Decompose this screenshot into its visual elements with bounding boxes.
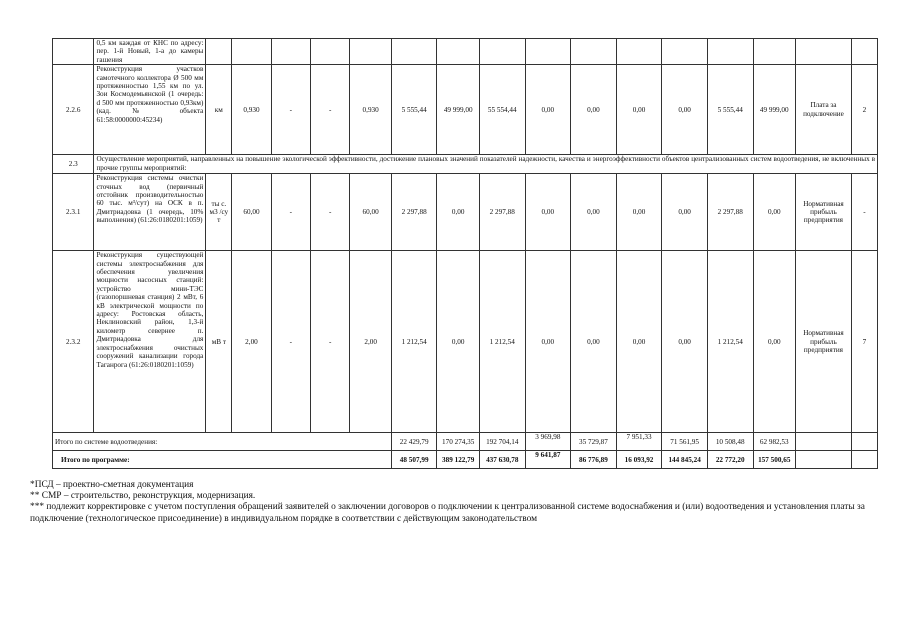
value-cell: 0,00 [571, 174, 617, 251]
total-value: 10 508,48 [707, 433, 753, 451]
total-value: 62 982,53 [753, 433, 795, 451]
total-value: 389 122,79 [437, 451, 479, 469]
value-cell: 0,00 [753, 174, 795, 251]
table-row: 2.2.6 Реконструкция участков самотечного коллектора Ø 500 мм протяженностью 1,55 км по ул. Зои Космодемьянской (1 очередь: d 500 мм протяженностью 0,93км) (кад. № объекта 61:58:0000000:45234) км 0,930 - - 0,930 5 555,44 49 999,00 55 554,44 0,00 0,00 0,00 0,00 5 555,44 49 999,00 Плата за подключение 2 [53, 65, 878, 155]
quantity-cell: 0,930 [232, 65, 271, 155]
total-value: 35 729,87 [571, 433, 617, 451]
unit-cell: ты с. м3 /су т [206, 174, 232, 251]
value-cell: 0,00 [437, 251, 479, 433]
quantity-cell: 2,00 [232, 251, 271, 433]
row-number: 2.3 [53, 155, 94, 174]
value-cell: 5 555,44 [707, 65, 753, 155]
value-cell: 1 212,54 [479, 251, 525, 433]
table-row [53, 39, 878, 65]
unit-cell: мВ т [206, 251, 232, 433]
total-value: 16 093,92 [616, 451, 662, 469]
value-cell: 0,00 [616, 174, 662, 251]
total-row-sewer [53, 433, 878, 451]
footnote-psd: *ПСД – проектно-сметная документация [30, 480, 194, 490]
total-value: 144 845,24 [662, 451, 708, 469]
value-cell: 0,00 [525, 251, 571, 433]
total-value: 22 772,20 [707, 451, 753, 469]
description-cell: Реконструкция существующей системы электроснабжения для обеспечения увеличения мощности насосных станций: устройство мини-ТЭС (газопоршневая станция) 2 мВт, 6 кВ электрической мощности по адресу: Ростовская область, Неклиновский район, 1,3-й километр севернее п. Дмитриадовка для электроснабжения очистных сооружений канализации города Таганрога (61:26:0180201:1059) [94, 251, 206, 433]
description-cell: Реконструкция участков самотечного коллектора Ø 500 мм протяженностью 1,55 км по ул. Зои Космодемьянской (1 очередь: d 500 мм протяженностью 0,93км) (кад. № объекта 61:58:0000000:45234) [94, 65, 206, 155]
value-cell: 0,00 [571, 65, 617, 155]
total-value: 170 274,35 [437, 433, 479, 451]
row-number [53, 39, 94, 65]
value-cell: 2 297,88 [707, 174, 753, 251]
value-cell: 0,00 [662, 174, 708, 251]
value-cell: 2 297,88 [479, 174, 525, 251]
value-cell: 0,00 [437, 174, 479, 251]
total-value: 3 969,98 [525, 433, 571, 451]
table-row: 2.3.2 Реконструкция существующей системы электроснабжения для обеспечения увеличения мощности насосных станций: устройство мини-ТЭС (газопоршневая станция) 2 мВт, 6 кВ электрической мощности по адресу: Ростовская область, Неклиновский район, 1,3-й километр севернее п. Дмитриадовка для электроснабжения очистных сооружений канализации города Таганрога (61:26:0180201:1059) мВ т 2,00 - - 2,00 1 212,54 0,00 1 212,54 0,00 0,00 0,00 0,00 1 212,54 0,00 Нормативная прибыль предприятия 7 [53, 251, 878, 433]
value-cell: 49 999,00 [753, 65, 795, 155]
value-cell: 1 212,54 [707, 251, 753, 433]
total-value: 437 630,78 [479, 451, 525, 469]
funding-source-cell: Нормативная прибыль предприятия [795, 174, 851, 251]
value-cell: 0,00 [571, 251, 617, 433]
value-cell: 0,00 [662, 251, 708, 433]
value-cell: 49 999,00 [437, 65, 479, 155]
row-number: 2.3.1 [53, 174, 94, 251]
table-row: 2.3.1 Реконструкция системы очистки сточных вод (первичный отстойник производительностью 60 тыс. м³/сут) на ОСК в п. Дмитриадовка (1 очередь, 10% выполнения) (61:26:0180201:1059) ты с. м3 /су т 60,00 - - 60,00 2 297,88 0,00 2 297,88 0,00 0,00 0,00 0,00 2 297,88 0,00 Нормативная прибыль предприятия - [53, 174, 878, 251]
total-value: 22 429,79 [391, 433, 437, 451]
value-cell: 5 555,44 [391, 65, 437, 155]
total-label: Итого по системе водоотведения: [53, 433, 392, 451]
total-value: 71 561,95 [662, 433, 708, 451]
unit-cell: км [206, 65, 232, 155]
total-value: 7 951,33 [616, 433, 662, 451]
quantity-cell: 60,00 [232, 174, 271, 251]
funding-source-cell: Плата за подключение [795, 65, 851, 155]
value-cell: 0,00 [662, 65, 708, 155]
total-label: Итого по программе: [53, 451, 392, 469]
value-cell: 0,00 [753, 251, 795, 433]
footnote-adjustment: *** подлежит корректировке с учетом поступления обращений заявителей о заключении договоров о подключении к централизованной системе водоснабжения и (или) водоотведения и установления платы за подключение (технологическое присоединение) в индивидуальном порядке в соответствии с действующим законодательством [30, 502, 865, 524]
funding-source-cell: Нормативная прибыль предприятия [795, 251, 851, 433]
total-value: 9 641,87 [525, 451, 571, 469]
section-row [53, 155, 878, 174]
investment-program-table [52, 38, 878, 469]
total-value: 157 500,65 [753, 451, 795, 469]
description-cell: Реконструкция системы очистки сточных вод (первичный отстойник производительностью 60 тыс. м³/сут) на ОСК в п. Дмитриадовка (1 очередь, 10% выполнения) (61:26:0180201:1059) [94, 174, 206, 251]
value-cell: 0,00 [525, 174, 571, 251]
total-value: 86 776,89 [571, 451, 617, 469]
total-row-program [53, 451, 878, 469]
value-cell: 2 297,88 [391, 174, 437, 251]
value-cell: 0,00 [616, 65, 662, 155]
value-cell: 0,00 [525, 65, 571, 155]
footnotes [30, 480, 890, 525]
row-number: 2.2.6 [53, 65, 94, 155]
section-title: Осуществление мероприятий, направленных на повышение экологической эффективности, достижение плановых значений показателей надежности, качества и энергоэффективности объектов централизованных систем водоотведения, не включенных в прочие группы мероприятий: [94, 155, 878, 174]
value-cell: 55 554,44 [479, 65, 525, 155]
value-cell: 1 212,54 [391, 251, 437, 433]
value-cell: 0,00 [616, 251, 662, 433]
footnote-smr: ** СМР – строительство, реконструкция, модернизация. [30, 491, 256, 502]
row-number: 2.3.2 [53, 251, 94, 433]
description-cell: 0,5 км каждая от КНС по адресу: пер. 1-й Новый, 1-а до камеры гашения [94, 39, 206, 65]
total-value: 192 704,14 [479, 433, 525, 451]
total-value: 48 507,99 [391, 451, 437, 469]
